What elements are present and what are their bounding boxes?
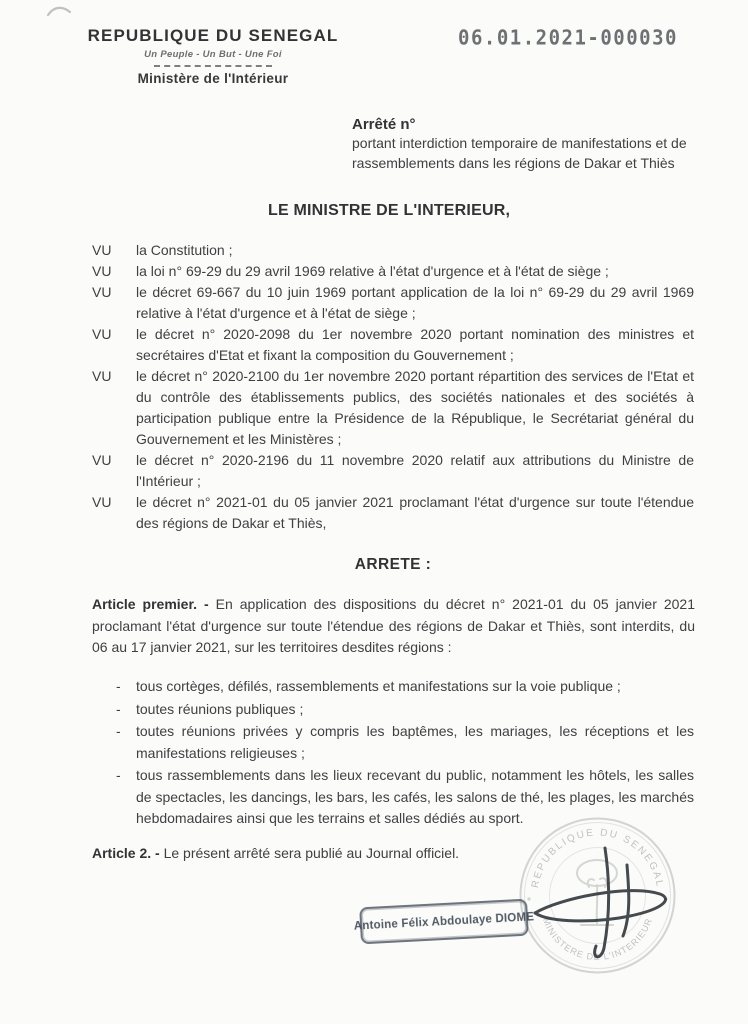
prohibition-item: - toutes réunions privées y compris les baptêmes, les mariages, les réceptions et les manifestations religieuses ; <box>114 721 694 764</box>
decree-number-label: Arrêté n° <box>352 116 416 133</box>
vu-label: VU <box>92 452 112 468</box>
vu-list <box>92 240 694 534</box>
scan-ink-artifact <box>46 3 72 19</box>
vu-item <box>92 450 694 492</box>
decree-title-block <box>352 116 702 173</box>
vu-label: VU <box>92 263 112 279</box>
vu-text: le décret n° 2020-2098 du 1er novembre 2020 portant nomination des ministres et secrétaires d'Etat et fixant la composition du Gouvernement ; <box>136 326 694 363</box>
seal-top-text: REPUBLIQUE DU SENEGAL <box>529 827 666 889</box>
vu-text: le décret 69-667 du 10 juin 1969 portant application de la loi n° 69-29 du 29 avril 1969 relative à l'état d'urgence et à l'état de siège ; <box>136 284 694 321</box>
minister-name-stamp: Antoine Félix Abdoulaye DIOME <box>359 899 529 945</box>
vu-text: la loi n° 69-29 du 29 avril 1969 relative à l'état d'urgence et à l'état de siège ; <box>136 263 609 279</box>
registration-stamp-number: 06.01.2021-000030 <box>458 26 678 50</box>
vu-label: VU <box>92 242 112 258</box>
national-motto: Un Peuple - Un But - Une Foi <box>144 49 282 60</box>
vu-text: le décret n° 2020-2100 du 1er novembre 2020 portant répartition des services de l'Etat et du contrôle des établissements publics, des sociétés nationales et des sociétés à participation publique entre la Présidence de la République, le Secrétariat général du Gouvernement et les Ministères ; <box>136 368 694 447</box>
letterhead-divider <box>154 65 272 67</box>
prohibition-item: - tous cortèges, défilés, rassemblements et manifestations sur la voie publique ; <box>114 676 694 698</box>
vu-label: VU <box>92 326 112 342</box>
prohibition-list <box>114 676 694 831</box>
article-1-label: Article premier. - <box>92 596 209 612</box>
vu-label: VU <box>92 284 112 300</box>
vu-text: le décret n° 2020-2196 du 11 novembre 2020 relatif aux attributions du Ministre de l'Intérieur ; <box>136 452 694 489</box>
decree-subject-line: portant interdiction temporaire de manifestations et de <box>352 135 687 151</box>
prohibition-item: - tous rassemblements dans les lieux recevant du public, notamment les hôtels, les salles de spectacles, les dancings, les bars, les cafés, les salons de thé, les plages, les marchés hebdomadaires ainsi que les terrains et salles dédiés au sport. <box>114 765 694 830</box>
republic-title: REPUBLIQUE DU SENEGAL <box>87 26 339 45</box>
article-2-label: Article 2. - <box>92 845 160 861</box>
prohibition-item: - toutes réunions publiques ; <box>114 699 694 721</box>
vu-item <box>92 492 694 534</box>
vu-item <box>92 261 694 282</box>
decree-subject-line: rassemblements dans les régions de Dakar et Thiès <box>352 155 675 171</box>
vu-label: VU <box>92 368 112 384</box>
handwritten-signature <box>505 810 700 975</box>
arrete-heading: ARRETE : <box>354 556 432 573</box>
vu-item <box>92 240 694 261</box>
vu-label: VU <box>92 494 112 510</box>
article-1 <box>92 594 695 659</box>
article-1-text: En application des dispositions du décret n° 2021-01 du 05 janvier 2021 proclamant l'état d'urgence sur toute l'étendue des régions de Dakar et Thiès, sont interdits, du 06 au 17 janvier 2021, sur les territoires desdites régions : <box>92 596 695 655</box>
vu-item <box>92 282 694 324</box>
article-2-text: Le présent arrêté sera publié au Journal officiel. <box>159 845 460 861</box>
vu-text: le décret n° 2021-01 du 05 janvier 2021 proclamant l'état d'urgence sur toute l'étendue des régions de Dakar et Thiès, <box>136 494 694 531</box>
vu-text: la Constitution ; <box>136 242 233 258</box>
vu-item <box>92 324 694 366</box>
letterhead <box>80 26 346 86</box>
vu-item <box>92 366 694 450</box>
ministry-name: Ministère de l'Intérieur <box>137 71 289 86</box>
seal-bottom-text: MINISTERE DE L'INTERIEUR <box>540 916 655 963</box>
minister-heading: LE MINISTRE DE L'INTERIEUR, <box>268 202 511 219</box>
